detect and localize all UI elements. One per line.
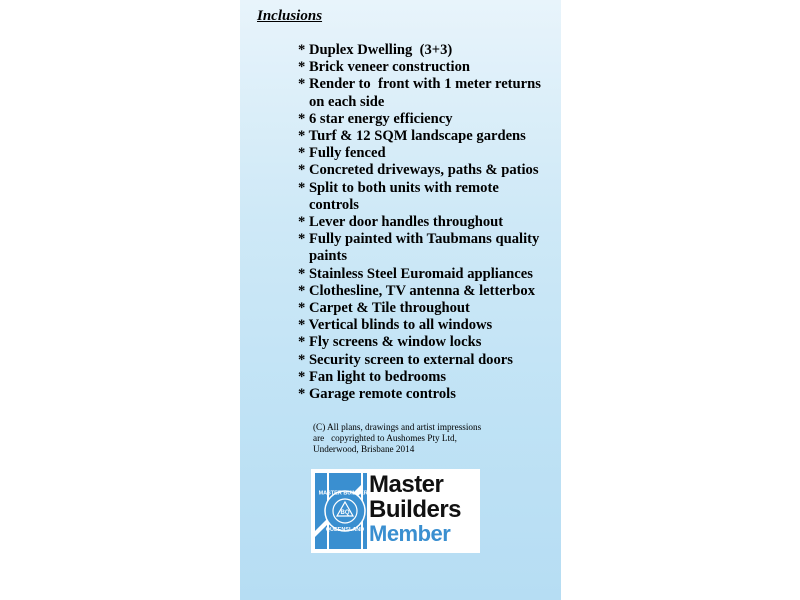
list-item: * Lever door handles throughout xyxy=(298,214,504,231)
seal-bottom-text: QUEENSLAND xyxy=(325,527,365,533)
copyright-line: Underwood, Brisbane 2014 xyxy=(313,444,415,454)
list-item: * Fully fenced xyxy=(298,145,386,162)
list-item: * Fully painted with Taubmans quality xyxy=(298,231,540,248)
inclusions-heading: Inclusions xyxy=(257,8,323,24)
list-item: * Fan light to bedrooms xyxy=(298,368,447,385)
list-item: paints xyxy=(298,248,348,265)
inclusions-panel xyxy=(240,0,561,600)
logo-wordmark xyxy=(369,472,461,546)
master-builders-logo xyxy=(311,469,480,553)
list-item: * 6 star energy efficiency xyxy=(298,110,453,127)
logo-line-member: Member xyxy=(369,521,451,546)
list-item: * Concreted driveways, paths & patios xyxy=(298,162,539,179)
list-item: * Clothesline, TV antenna & letterbox xyxy=(298,282,536,299)
list-item: * Split to both units with remote xyxy=(298,179,499,196)
list-item: * Garage remote controls xyxy=(298,386,456,403)
logo-line-master: Master xyxy=(369,471,444,498)
list-item: * Vertical blinds to all windows xyxy=(298,317,493,334)
list-item: on each side xyxy=(298,93,385,110)
seal-top-text: MASTER BUILDERS xyxy=(318,490,372,497)
copyright-line: are copyrighted to Aushomes Pty Ltd, xyxy=(313,433,457,443)
list-item: * Turf & 12 SQM landscape gardens xyxy=(298,128,526,145)
list-item: * Brick veneer construction xyxy=(298,59,470,76)
logo-line-builders: Builders xyxy=(369,496,462,523)
copyright-notice xyxy=(313,422,481,455)
copyright-line: (C) All plans, drawings and artist impressions xyxy=(313,422,482,432)
list-item: * Carpet & Tile throughout xyxy=(298,300,470,317)
list-item: * Render to front with 1 meter returns xyxy=(298,76,541,93)
list-item: * Security screen to external doors xyxy=(298,351,513,368)
list-item: controls xyxy=(298,196,359,213)
list-item: * Duplex Dwelling (3+3) xyxy=(298,42,453,58)
list-item: * Fly screens & window locks xyxy=(298,334,482,351)
inclusions-list xyxy=(298,42,558,403)
list-item: * Stainless Steel Euromaid appliances xyxy=(298,265,533,282)
seal-center-text: BQ xyxy=(340,510,350,516)
